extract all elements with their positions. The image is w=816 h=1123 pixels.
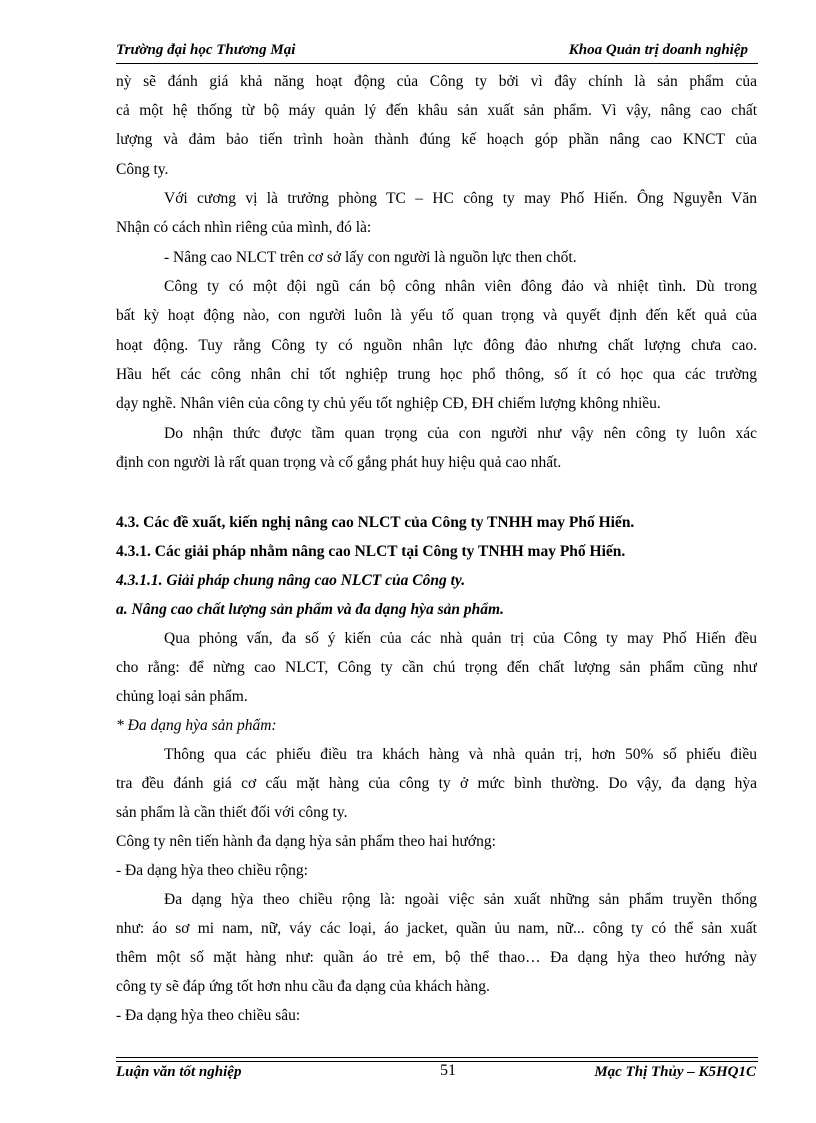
page-footer (116, 1064, 758, 1086)
text-line: cho rằng: để nừng cao NLCT, Công ty cần chú trọng đến chất lượng sản phẩm cũng như (116, 659, 757, 676)
text-line: lượng và đảm bảo tiến trình hoàn thành đúng kế hoạch góp phần nâng cao KNCT của (116, 131, 757, 148)
text-line: Đa dạng hỳa theo chiều rộng là: ngoài việc sản xuất những sản phẩm truyền thống (164, 891, 757, 908)
footer-rule-thin (116, 1061, 758, 1062)
list-line: - Đa dạng hỳa theo chiều sâu: (116, 1007, 301, 1024)
text-line: Công ty nên tiến hành đa dạng hỳa sản phẩm theo hai hướng: (116, 833, 496, 850)
text-line: Với cương vị là trưởng phòng TC – HC công ty may Phố Hiến. Ông Nguyễn Văn (164, 190, 757, 207)
footer-rule (116, 1057, 758, 1058)
text-line: Thông qua các phiếu điều tra khách hàng và nhà quản trị, hơn 50% số phiếu điều (164, 746, 757, 763)
text-line: định con người là rất quan trọng và cố gắng phát huy hiệu quả cao nhất. (116, 454, 562, 471)
text-line: Qua phỏng vấn, đa số ý kiến của các nhà quản trị của Công ty may Phố Hiến đều (164, 630, 757, 647)
list-line: - Đa dạng hỳa theo chiều rộng: (116, 862, 308, 879)
text-line: dạy nghề. Nhân viên của công ty chủ yếu tốt nghiệp CĐ, ĐH chiếm lượng không nhiều. (116, 395, 661, 412)
subsubsection-heading: 4.3.1.1. Giải pháp chung nâng cao NLCT của Công ty. (116, 572, 466, 589)
text-line: nỳ sẽ đánh giá khả năng hoạt động của Công ty bởi vì đây chính là sản phẩm của (116, 73, 757, 90)
text-line: thêm một số mặt hàng như: quần áo trẻ em, bộ thể thao… Đa dạng hỳa theo hướng này (116, 949, 757, 966)
text-line: sản phẩm là cần thiết đối với công ty. (116, 804, 348, 821)
text-line: tra đều đánh giá cơ cấu mặt hàng của công ty ở mức bình thường. Do vậy, đa dạng hỳa (116, 775, 757, 792)
list-line: - Nâng cao NLCT trên cơ sở lấy con người là nguồn lực then chốt. (164, 249, 577, 266)
text-line: Nhận có cách nhìn riêng của mình, đó là: (116, 219, 372, 236)
footer-author: Mạc Thị Thủy – K5HQ1C (594, 1064, 756, 1080)
text-line: Hầu hết các công nhân chỉ tốt nghiệp trung học phổ thông, số ít có học qua các trường (116, 366, 757, 383)
section-heading: 4.3. Các đề xuất, kiến nghị nâng cao NLCT của Công ty TNHH may Phố Hiến. (116, 514, 635, 531)
item-heading: a. Nâng cao chất lượng sản phẩm và đa dạng hỳa sản phẩm. (116, 601, 504, 618)
text-line: hoạt động. Tuy rằng Công ty có nguồn nhân lực đông đảo nhưng chất lượng chưa cao. (116, 337, 757, 354)
text-line: Công ty có một đội ngũ cán bộ công nhân viên đông đảo và nhiệt tình. Dù trong (164, 278, 757, 295)
header-faculty: Khoa Quản trị doanh nghiệp (568, 42, 748, 58)
text-line: công ty sẽ đáp ứng tốt hơn nhu cầu đa dạng của khách hàng. (116, 978, 490, 995)
page-number: 51 (440, 1062, 456, 1079)
header-university: Trường đại học Thương Mại (116, 42, 296, 58)
header-rule (116, 63, 758, 64)
text-line: bất kỳ hoạt động nào, con người luôn là yếu tố quan trọng và quyết định đến kết quả của (116, 307, 757, 324)
footer-thesis-label: Luận văn tốt nghiệp (116, 1064, 242, 1080)
text-line: Công ty. (116, 161, 169, 178)
text-line: Do nhận thức được tầm quan trọng của con người như vậy nên công ty luôn xác (164, 425, 757, 442)
subsection-heading: 4.3.1. Các giải pháp nhằm nâng cao NLCT tại Công ty TNHH may Phố Hiến. (116, 543, 626, 560)
text-line: chủng loại sản phẩm. (116, 688, 248, 705)
text-line: như: áo sơ mi nam, nữ, váy các loại, áo jacket, quần ủu nam, nữ... công ty có thể sản xuất (116, 920, 757, 937)
page-header (116, 42, 756, 64)
text-line: cả một hệ thống từ bộ máy quản lý đến khâu sản xuất sản phẩm. Vì vậy, nâng cao chất (116, 102, 757, 119)
italic-subheading: * Đa dạng hỳa sản phẩm: (116, 717, 277, 734)
